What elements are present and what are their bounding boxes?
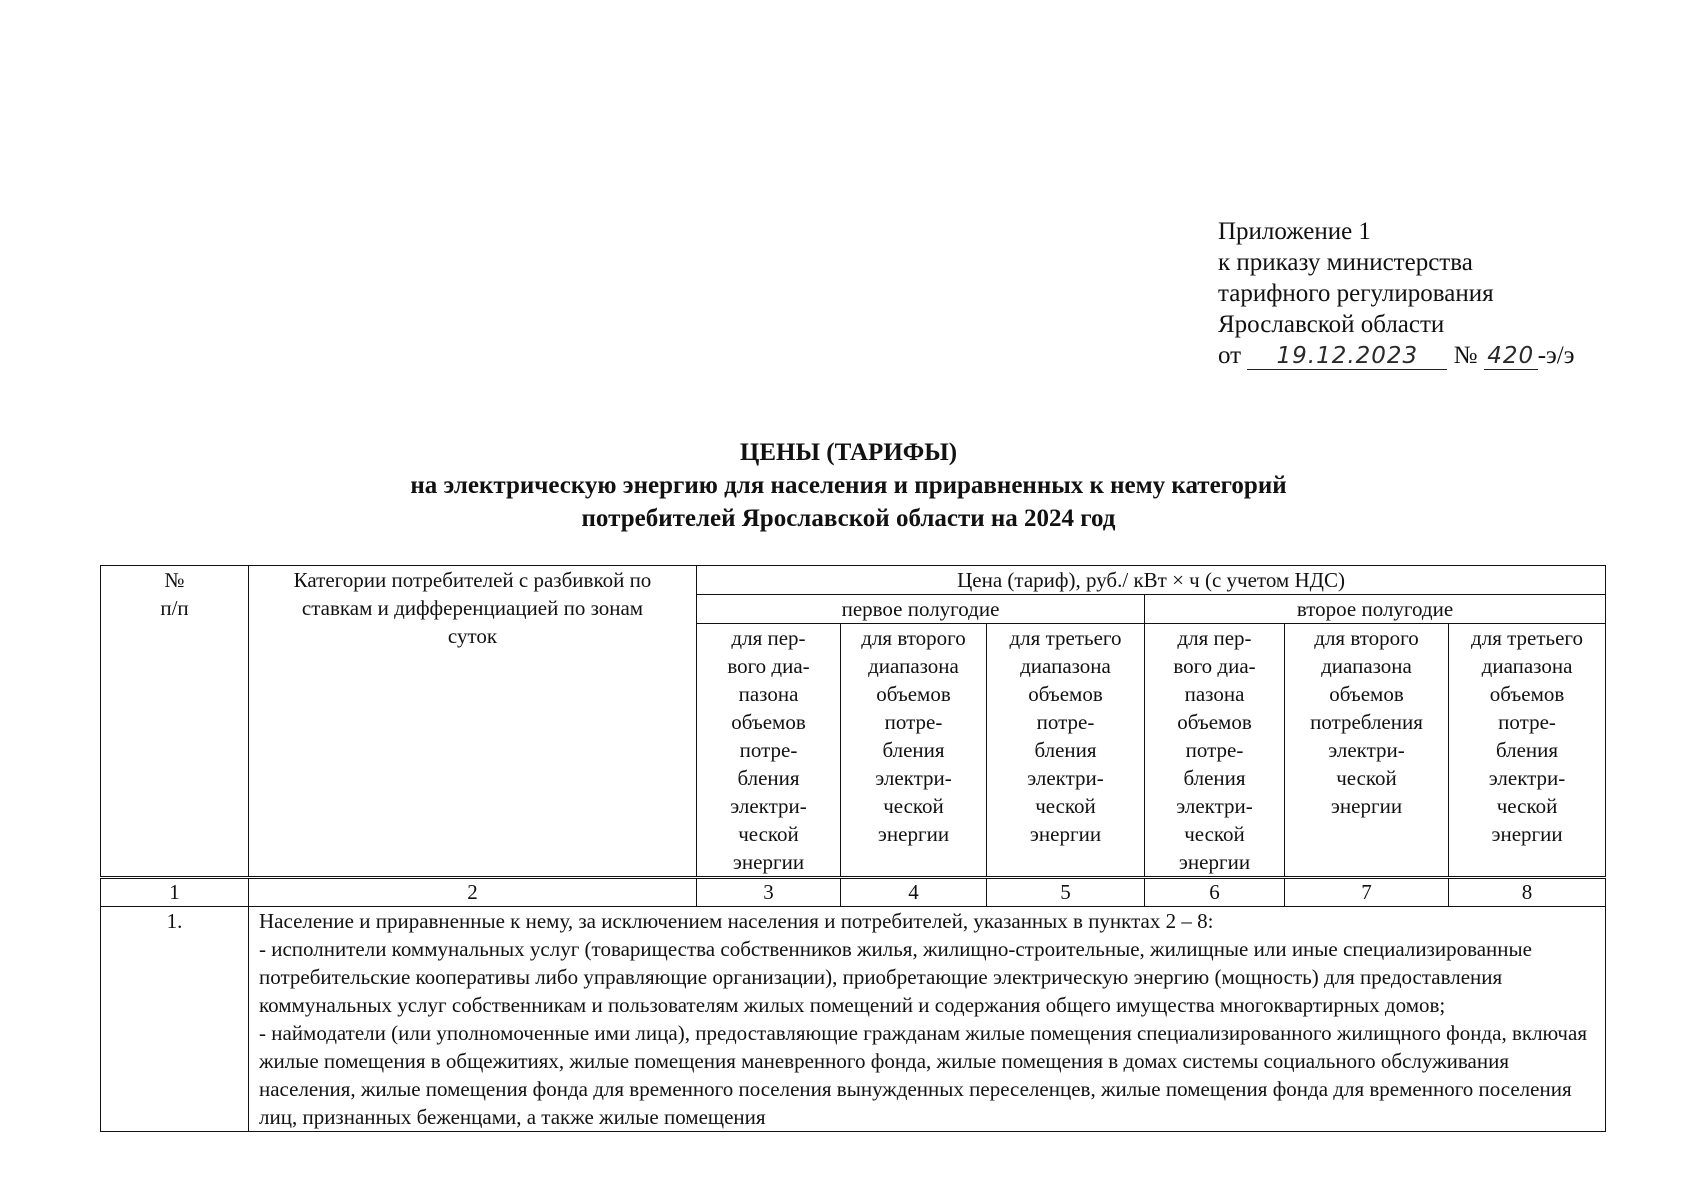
- header-first-half: первое полугодие: [697, 595, 1145, 624]
- column-number: 7: [1285, 878, 1449, 907]
- header-num: № п/п: [101, 566, 249, 878]
- annex-line-4: Ярославской области: [1218, 311, 1445, 338]
- header-price: Цена (тариф), руб./ кВт × ч (с учетом НДС): [697, 566, 1606, 595]
- document-title: [0, 436, 1697, 535]
- column-number: 8: [1449, 878, 1606, 907]
- annex-line-3: тарифного регулирования: [1218, 280, 1494, 307]
- tariff-table: [100, 565, 1606, 1132]
- annex-order-line: [1218, 340, 1658, 371]
- row-description: [249, 907, 1606, 1132]
- column-number-row: [101, 878, 1606, 907]
- header-category: Категории потребителей с разбивкой по ставкам и дифференциацией по зонам суток: [249, 566, 697, 878]
- column-number: 3: [697, 878, 841, 907]
- column-number: 6: [1145, 878, 1285, 907]
- row-number: 1.: [101, 907, 249, 1132]
- column-number: 4: [841, 878, 987, 907]
- handwritten-number: 420: [1484, 343, 1538, 370]
- column-number: 1: [101, 878, 249, 907]
- header-sub-col-3: для пер- вого диа- пазона объемов потре- бления электри- ческой энергии: [697, 624, 841, 878]
- header-second-half: второе полугодие: [1145, 595, 1606, 624]
- annex-from-label: от: [1218, 342, 1242, 369]
- title-line-3: потребителей Ярославской области на 2024 год: [581, 505, 1116, 532]
- header-sub-col-6: для пер- вого диа- пазона объемов потре- бления электри- ческой энергии: [1145, 624, 1285, 878]
- header-sub-col-7: для второго диапазона объемов потребления электри- ческой энергии: [1285, 624, 1449, 878]
- title-line-1: ЦЕНЫ (ТАРИФЫ): [739, 439, 958, 466]
- annex-block: [1218, 216, 1658, 371]
- title-line-2: на электрическую энергию для населения и приравненных к нему категорий: [410, 472, 1287, 499]
- row-paragraph: - наймодатели (или уполномоченные ими лица), предоставляющие гражданам жилые помещения специализированного жилищного фонда, включая жилые помещения в общежитиях, жилые помещения маневренного фонда, жилые помещения в домах системы социального обслуживания населения, жилые помещения фонда для временного поселения вынужденных переселенцев, жилые помещения фонда для временного поселения лиц, признанных беженцами, а также жилые помещения: [259, 1021, 1587, 1129]
- handwritten-date: 19.12.2023: [1247, 343, 1447, 370]
- column-number: 2: [249, 878, 697, 907]
- header-row-1: [101, 566, 1606, 595]
- header-sub-col-8: для третьего диапазона объемов потре- бления электри- ческой энергии: [1449, 624, 1606, 878]
- annex-line-1: Приложение 1: [1218, 218, 1371, 245]
- table-row: [101, 907, 1606, 1132]
- annex-line-2: к приказу министерства: [1218, 249, 1473, 276]
- column-number: 5: [987, 878, 1145, 907]
- header-sub-col-5: для третьего диапазона объемов потре- бления электри- ческой энергии: [987, 624, 1145, 878]
- annex-number-suffix: -э/э: [1537, 342, 1575, 369]
- row-paragraph: - исполнители коммунальных услуг (товарищества собственников жилья, жилищно-строительные, жилищные или иные специализированные потребительские кооперативы либо управляющие организации), приобретающие электрическую энергию (мощность) для предоставления коммунальных услуг собственникам и пользователям жилых помещений и содержания общего имущества многоквартирных домов;: [259, 937, 1532, 1017]
- annex-number-label: №: [1453, 342, 1478, 369]
- row-paragraph: Население и приравненные к нему, за исключением населения и потребителей, указанных в пунктах 2 – 8:: [259, 909, 1214, 933]
- header-sub-col-4: для второго диапазона объемов потре- бления электри- ческой энергии: [841, 624, 987, 878]
